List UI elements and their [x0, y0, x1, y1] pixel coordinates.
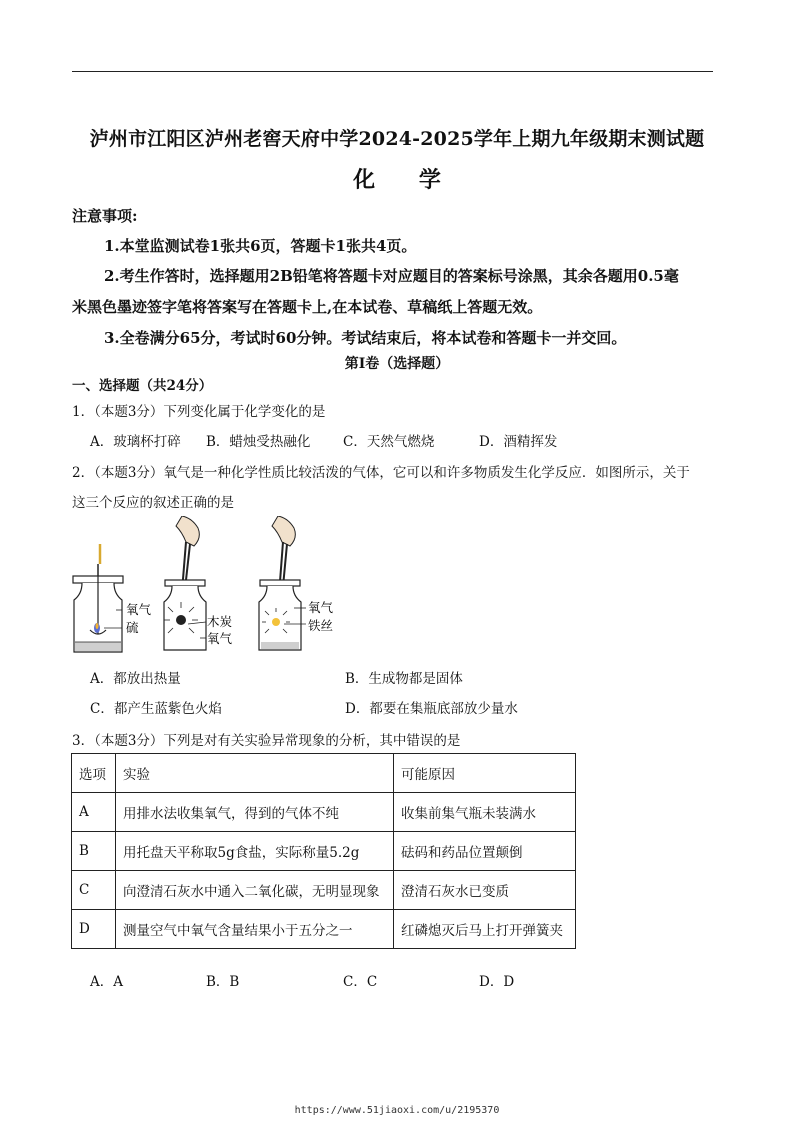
- table-cell: B: [72, 832, 116, 871]
- exam-title: 泸州市江阳区泸州老窖天府中学2024-2025学年上期九年级期末测试题: [89, 128, 705, 150]
- jar3-label-iron: 铁丝: [308, 618, 334, 633]
- q3-stem: 3．（本题3分）下列是对有关实验异常现象的分析，其中错误的是: [72, 733, 461, 749]
- q2-option-c: C．都产生蓝紫色火焰: [90, 701, 222, 717]
- jar-charcoal: [164, 516, 206, 650]
- q2-stem-line2: 这三个反应的叙述正确的是: [72, 495, 234, 511]
- q3-option-a: A．A: [90, 974, 123, 990]
- volume-heading: 第Ⅰ卷（选择题）: [344, 356, 450, 372]
- jar2-label-charcoal: 木炭: [207, 614, 233, 629]
- q3-option-c: C．C: [343, 974, 378, 990]
- q1-option-b: B．蜡烛受热融化: [206, 434, 311, 450]
- table-row: [72, 793, 576, 832]
- table-cell: 用托盘天平称取5g食盐，实际称量5.2g: [116, 832, 394, 871]
- part-heading: 一、选择题（共24分）: [72, 378, 213, 394]
- q2-option-d: D．都要在集瓶底部放少量水: [345, 701, 518, 717]
- q2-option-a: A．都放出热量: [90, 671, 181, 687]
- jar3-label-oxygen: 氧气: [308, 600, 334, 615]
- jar-iron: [259, 516, 306, 650]
- table-row: [72, 832, 576, 871]
- q3-option-d: D．D: [479, 974, 515, 990]
- table-cell: 向澄清石灰水中通入二氧化碳，无明显现象: [116, 871, 394, 910]
- top-rule: [72, 71, 713, 72]
- table-cell: A: [72, 793, 116, 832]
- jar1-label-oxygen: 氧气: [126, 602, 152, 617]
- table-header-cell: 可能原因: [394, 754, 576, 793]
- q1-option-a: A．玻璃杯打碎: [90, 434, 181, 450]
- table-header-cell: 实验: [116, 754, 394, 793]
- table-row: [72, 871, 576, 910]
- table-cell: D: [72, 910, 116, 949]
- note-item: 1.本堂监测试卷1张共6页，答题卡1张共4页。: [104, 237, 417, 255]
- table-header-cell: 选项: [72, 754, 116, 793]
- q1-stem: 1．（本题3分）下列变化属于化学变化的是: [72, 404, 326, 420]
- oxygen-reaction-figure: [70, 516, 370, 656]
- q3-option-b: B．B: [206, 974, 240, 990]
- subject-title: 化 学: [353, 167, 459, 193]
- table-cell: 测量空气中氧气含量结果小于五分之一: [116, 910, 394, 949]
- note-item: 3.全卷满分65分，考试时60分钟。考试结束后，将本试卷和答题卡一并交回。: [104, 329, 627, 347]
- table-header-row: [72, 754, 576, 793]
- footer-link[interactable]: https://www.51jiaoxi.com/u/2195370: [294, 1105, 500, 1116]
- q1-option-c: C．天然气燃烧: [343, 434, 435, 450]
- table-cell: 澄清石灰水已变质: [394, 871, 576, 910]
- q1-option-d: D．酒精挥发: [479, 434, 558, 450]
- q2-stem-line1: 2．（本题3分）氧气是一种化学性质比较活泼的气体，它可以和许多物质发生化学反应．如图所示，关于: [72, 465, 690, 481]
- notes-heading: 注意事项:: [72, 207, 138, 225]
- q2-option-b: B．生成物都是固体: [345, 671, 463, 687]
- table-cell: C: [72, 871, 116, 910]
- q2-figure: [70, 516, 370, 660]
- table-cell: 收集前集气瓶未装满水: [394, 793, 576, 832]
- jar-sulfur: [73, 544, 123, 652]
- jar2-label-oxygen: 氧气: [207, 631, 233, 646]
- table-cell: 红磷熄灭后马上打开弹簧夹: [394, 910, 576, 949]
- jar1-label-sulfur: 硫: [126, 620, 139, 635]
- table-cell: 用排水法收集氧气，得到的气体不纯: [116, 793, 394, 832]
- table-row: [72, 910, 576, 949]
- q3-analysis-table: [71, 753, 576, 949]
- note-item: 2.考生作答时，选择题用2B铅笔将答题卡对应题目的答案标号涂黑，其余各题用0.5毫: [104, 267, 679, 285]
- note-item: 米黑色墨迹签字笔将答案写在答题卡上,在本试卷、草稿纸上答题无效。: [72, 298, 543, 316]
- table-cell: 砝码和药品位置颠倒: [394, 832, 576, 871]
